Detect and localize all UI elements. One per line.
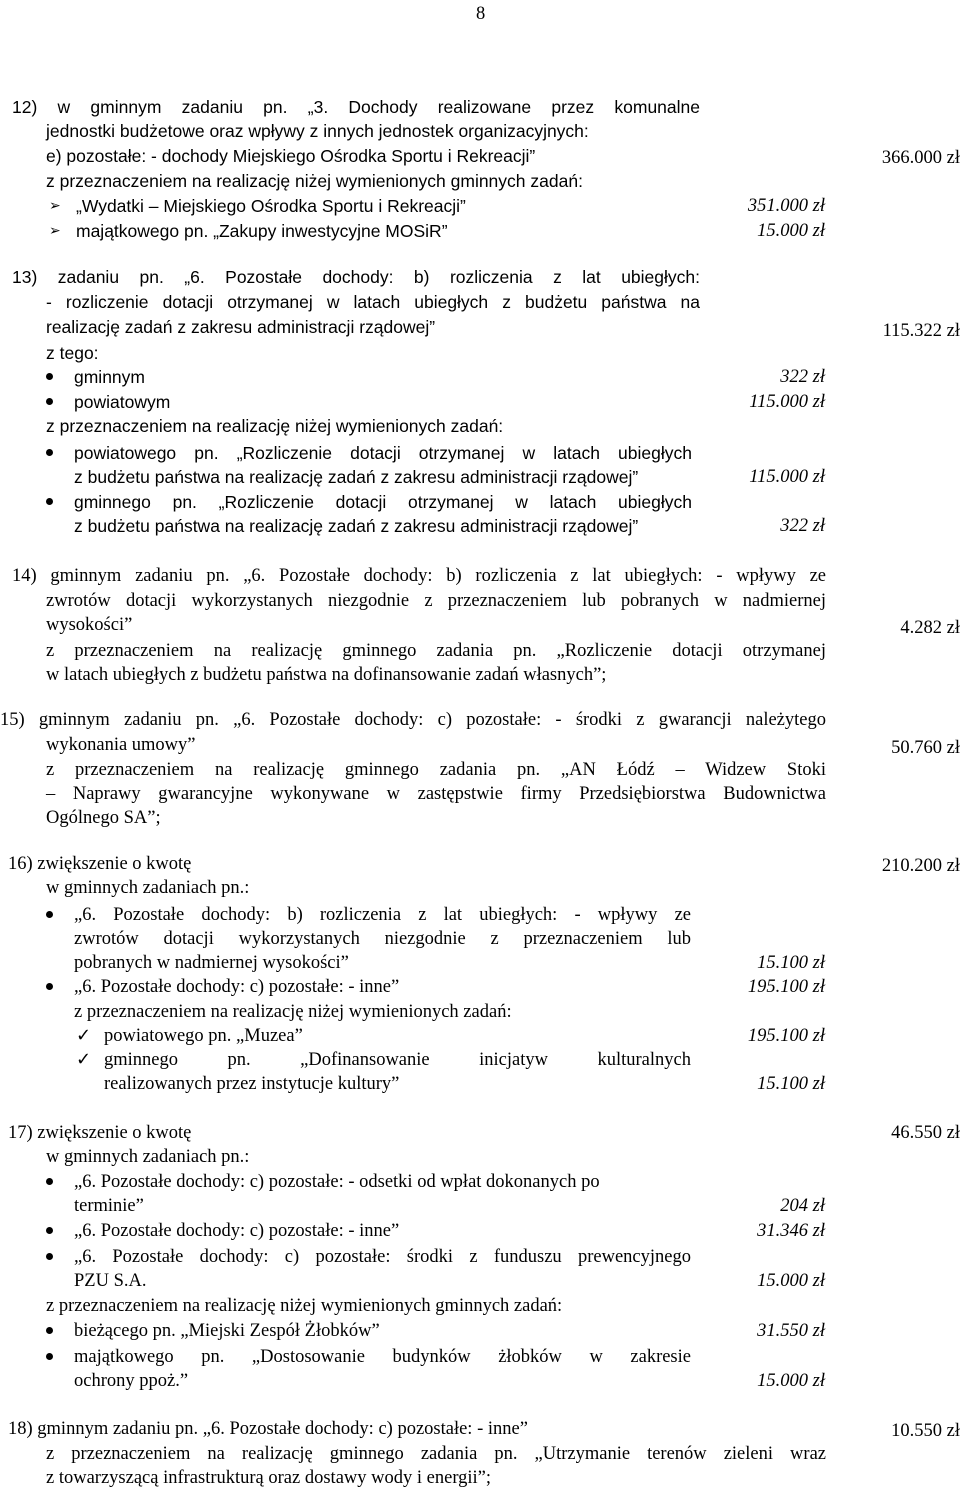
s14-line3: wysokości”	[46, 615, 133, 635]
s15-line1: 15) gminnym zadaniu pn. „6. Pozostałe dochody: c) pozostałe: - środki z gwarancji należytego	[0, 710, 826, 730]
s13-line2: - rozliczenie dotacji otrzymanej w latach ubiegłych z budżetu państwa na	[46, 292, 700, 312]
s12-line1: 12) w gminnym zadaniu pn. „3. Dochody realizowane przez komunalne	[12, 97, 700, 117]
s15-line4: – Naprawy gwarancyjne wykonywane w zastępstwie firmy Przedsiębiorstwa Budownictwa	[46, 784, 826, 804]
dot-bullet-icon	[46, 1353, 53, 1360]
s12-line2: jednostki budżetowe oraz wpływy z innych jednostek organizacyjnych:	[46, 121, 589, 141]
s16-b2-amount: 195.100 zł	[747, 977, 825, 997]
s13-b1: gminnym	[74, 367, 145, 387]
s13-b3-amount: 115.000 zł	[749, 467, 825, 487]
s18-line3: z towarzyszącą infrastrukturą oraz dostawy wody i energii”;	[46, 1468, 492, 1488]
s12-item1-amount: 351.000 zł	[747, 196, 825, 216]
s13-b2-amount: 115.000 zł	[749, 392, 825, 412]
s13-b4a: gminnego pn. „Rozliczenie dotacji otrzymanej w latach ubiegłych	[74, 492, 692, 512]
dot-bullet-icon	[46, 373, 53, 380]
s16-c1: powiatowego pn. „Muzea”	[104, 1026, 303, 1046]
s18-total: 10.550 zł	[891, 1421, 960, 1441]
s12-line4: z przeznaczeniem na realizację niżej wymienionych gminnych zadań:	[46, 171, 583, 191]
s13-b1-amount: 322 zł	[780, 367, 825, 387]
s16-line3: z przeznaczeniem na realizację niżej wymienionych zadań:	[74, 1002, 512, 1022]
s14-line1: 14) gminnym zadaniu pn. „6. Pozostałe dochody: b) rozliczenia z lat ubiegłych: - wpływy ze	[12, 566, 826, 586]
s17-b1a: „6. Pozostałe dochody: c) pozostałe: - odsetki od wpłat dokonanych po	[74, 1172, 600, 1192]
s17-b4-amount: 31.550 zł	[757, 1321, 825, 1341]
s14-line4: z przeznaczeniem na realizację gminnego zadania pn. „Rozliczenie dotacji otrzymanej	[46, 641, 826, 661]
s13-line4: z tego:	[46, 343, 99, 363]
dot-bullet-icon	[46, 498, 53, 505]
s17-b5a: majątkowego pn. „Dostosowanie budynków żłobków w zakresie	[74, 1347, 691, 1367]
arrow-bullet-icon: ➢	[49, 198, 61, 214]
dot-bullet-icon	[46, 1178, 53, 1185]
dot-bullet-icon	[46, 398, 53, 405]
s12-item1: „Wydatki – Miejskiego Ośrodka Sportu i Rekreacji”	[76, 196, 466, 216]
dot-bullet-icon	[46, 911, 53, 918]
s13-line1: 13) zadaniu pn. „6. Pozostałe dochody: b) rozliczenia z lat ubiegłych:	[12, 267, 700, 287]
s16-c1-amount: 195.100 zł	[747, 1026, 825, 1046]
s13-b3a: powiatowego pn. „Rozliczenie dotacji otrzymanej w latach ubiegłych	[74, 443, 692, 463]
s15-line2: wykonania umowy”	[46, 735, 196, 755]
s16-c2a: gminnego pn. „Dofinansowanie inicjatyw kulturalnych	[104, 1050, 691, 1070]
s18-line2: z przeznaczeniem na realizację gminnego zadania pn. „Utrzymanie terenów zieleni wraz	[46, 1444, 826, 1464]
s17-line3: z przeznaczeniem na realizację niżej wymienionych gminnych zadań:	[46, 1296, 563, 1316]
s17-b2-amount: 31.346 zł	[757, 1221, 825, 1241]
s13-line3: realizację zadań z zakresu administracji rządowej”	[46, 317, 436, 337]
s13-b4b: z budżetu państwa na realizację zadań z zakresu administracji rządowej”	[74, 516, 639, 536]
s16-b1b: zwrotów dotacji wykorzystanych niezgodnie z przeznaczeniem lub	[74, 929, 691, 949]
s17-total: 46.550 zł	[891, 1123, 960, 1143]
check-bullet-icon: ✓	[76, 1025, 92, 1046]
s14-total: 4.282 zł	[900, 618, 960, 638]
s15-total: 50.760 zł	[891, 738, 960, 758]
s15-line3: z przeznaczeniem na realizację gminnego zadania pn. „AN Łódź – Widzew Stoki	[46, 760, 826, 780]
s17-b3-amount: 15.000 zł	[757, 1271, 825, 1291]
s16-b1-amount: 15.100 zł	[757, 953, 825, 973]
dot-bullet-icon	[46, 449, 53, 456]
s16-line1: 16) zwiększenie o kwotę	[8, 854, 192, 874]
s12-item2-amount: 15.000 zł	[757, 221, 825, 241]
s13-b3b: z budżetu państwa na realizację zadań z zakresu administracji rządowej”	[74, 467, 639, 487]
s16-c2b: realizowanych przez instytucje kultury”	[104, 1074, 400, 1094]
s17-b3a: „6. Pozostałe dochody: c) pozostałe: środki z funduszu prewencyjnego	[74, 1247, 691, 1267]
page-number: 8	[476, 4, 486, 24]
s12-total: 366.000 zł	[881, 148, 960, 168]
s16-b2: „6. Pozostałe dochody: c) pozostałe: - inne”	[74, 977, 400, 997]
s16-line2: w gminnych zadaniach pn.:	[46, 878, 250, 898]
check-bullet-icon: ✓	[76, 1049, 92, 1070]
s17-b5-amount: 15.000 zł	[757, 1371, 825, 1391]
s13-b4-amount: 322 zł	[780, 516, 825, 536]
s13-line5: z przeznaczeniem na realizację niżej wymienionych zadań:	[46, 416, 504, 436]
s17-b1b: terminie”	[74, 1196, 144, 1216]
s14-line2: zwrotów dotacji wykorzystanych niezgodnie z przeznaczeniem lub pobranych w nadmiernej	[46, 591, 826, 611]
s17-line2: w gminnych zadaniach pn.:	[46, 1147, 250, 1167]
s17-b4: bieżącego pn. „Miejski Zespół Żłobków”	[74, 1321, 380, 1341]
dot-bullet-icon	[46, 983, 53, 990]
s17-line1: 17) zwiększenie o kwotę	[8, 1123, 192, 1143]
dot-bullet-icon	[46, 1253, 53, 1260]
s14-line5: w latach ubiegłych z budżetu państwa na dofinansowanie zadań własnych”;	[46, 665, 607, 685]
s16-b1c: pobranych w nadmiernej wysokości”	[74, 953, 349, 973]
s17-b5b: ochrony ppoż.”	[74, 1371, 189, 1391]
s15-line5: Ogólnego SA”;	[46, 808, 161, 828]
s16-b1a: „6. Pozostałe dochody: b) rozliczenia z lat ubiegłych: - wpływy ze	[74, 905, 691, 925]
s17-b1-amount: 204 zł	[780, 1196, 825, 1216]
s17-b2: „6. Pozostałe dochody: c) pozostałe: - inne”	[74, 1221, 400, 1241]
s12-line3: e) pozostałe: - dochody Miejskiego Ośrodka Sportu i Rekreacji”	[46, 146, 536, 166]
s17-b3b: PZU S.A.	[74, 1271, 147, 1291]
s16-c2-amount: 15.100 zł	[757, 1074, 825, 1094]
dot-bullet-icon	[46, 1227, 53, 1234]
s18-line1: 18) gminnym zadaniu pn. „6. Pozostałe dochody: c) pozostałe: - inne”	[8, 1419, 528, 1439]
dot-bullet-icon	[46, 1327, 53, 1334]
s16-total: 210.200 zł	[881, 856, 960, 876]
s12-item2: majątkowego pn. „Zakupy inwestycyjne MOSiR”	[76, 221, 448, 241]
arrow-bullet-icon: ➢	[49, 223, 61, 239]
s13-total: 115.322 zł	[882, 321, 960, 341]
s13-b2: powiatowym	[74, 392, 171, 412]
